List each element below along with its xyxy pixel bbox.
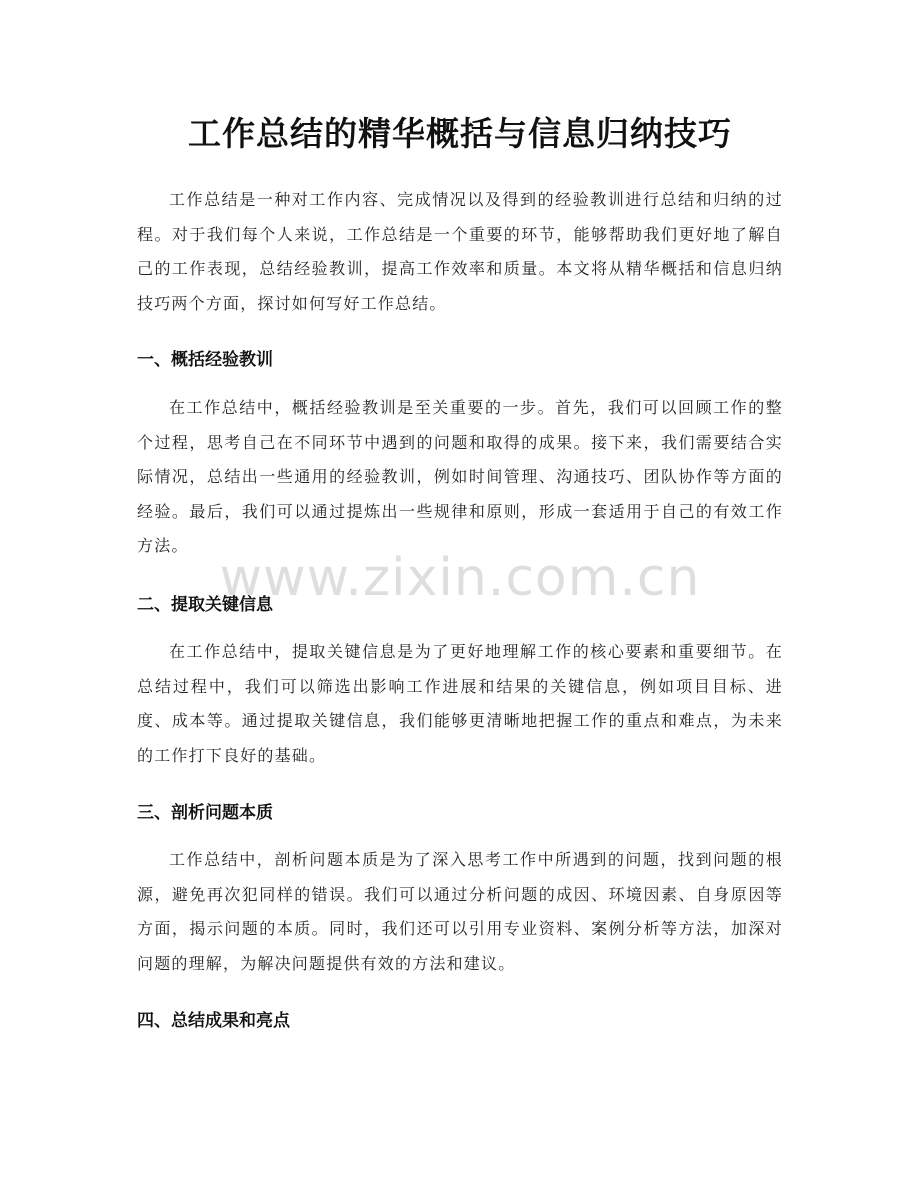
section-heading-2: 二、提取关键信息 [137,595,273,615]
section-heading-3: 三、剖析问题本质 [137,803,273,823]
section-heading-4: 四、总结成果和亮点 [137,1011,290,1031]
watermark-text: www.zixin.com.cn [219,548,701,608]
document-title: 工作总结的精华概括与信息归纳技巧 [188,114,732,153]
section-heading-1: 一、概括经验教训 [137,350,273,370]
intro-paragraph: 工作总结是一种对工作内容、完成情况以及得到的经验教训进行总结和归纳的过程。对于我们每个人来说，工作总结是一个重要的环节，能够帮助我们更好地了解自己的工作表现，总结经验教训，提高工作效率和质量。本文将从精华概括和信息归纳技巧两个方面，探讨如何写好工作总结。 [137,190,783,313]
section-body-1: 在工作总结中，概括经验教训是至关重要的一步。首先，我们可以回顾工作的整个过程，思考自己在不同环节中遇到的问题和取得的成果。接下来，我们需要结合实际情况，总结出一些通用的经验教训，例如时间管理、沟通技巧、团队协作等方面的经验。最后，我们可以通过提炼出一些规律和原则，形成一套适用于自己的有效工作方法。 [137,398,783,556]
section-body-3: 工作总结中，剖析问题本质是为了深入思考工作中所遇到的问题，找到问题的根源，避免再次犯同样的错误。我们可以通过分析问题的成因、环境因素、自身原因等方面，揭示问题的本质。同时，我们还可以引用专业资料、案例分析等方法，加深对问题的理解，为解决问题提供有效的方法和建议。 [137,850,783,973]
section-body-2: 在工作总结中，提取关键信息是为了更好地理解工作的核心要素和重要细节。在总结过程中，我们可以筛选出影响工作进展和结果的关键信息，例如项目目标、进度、成本等。通过提取关键信息，我们能够更清晰地把握工作的重点和难点，为未来的工作打下良好的基础。 [137,642,783,765]
